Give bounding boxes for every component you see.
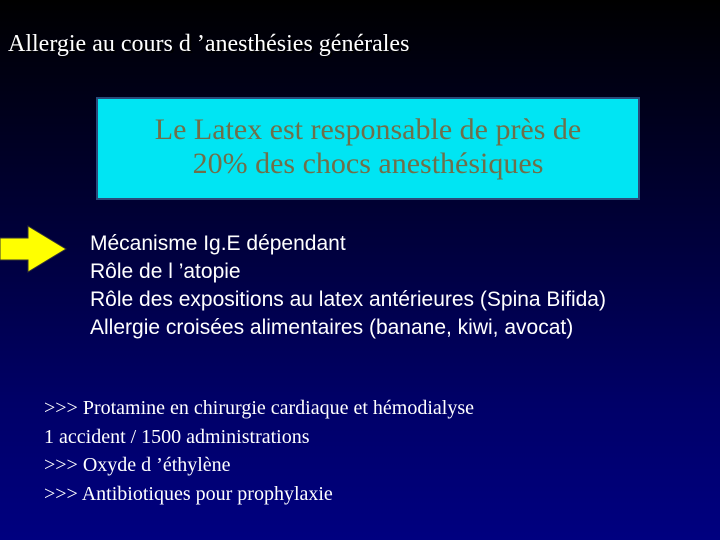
list-item: Mécanisme Ig.E dépendant: [90, 232, 346, 255]
list-item: >>> Antibiotiques pour prophylaxie: [44, 482, 333, 505]
highlight-line-1: Le Latex est responsable de près de: [154, 113, 582, 146]
notes-list: [44, 394, 474, 508]
key-points-list: [90, 230, 606, 342]
highlight-box: [96, 97, 640, 200]
list-item: Rôle des expositions au latex antérieures (Spina Bifida): [90, 288, 606, 311]
highlight-line-2: 20% des chocs anesthésiques: [192, 147, 544, 180]
slide-title: Allergie au cours d ’anesthésies générales: [8, 31, 410, 57]
right-arrow-icon: [0, 225, 68, 273]
list-item: Rôle de l ’atopie: [90, 260, 241, 283]
list-item: Allergie croisées alimentaires (banane, kiwi, avocat): [90, 316, 574, 339]
list-item: 1 accident / 1500 administrations: [44, 425, 310, 448]
list-item: >>> Protamine en chirurgie cardiaque et hémodialyse: [44, 397, 474, 419]
list-item: >>> Oxyde d ’éthylène: [44, 454, 231, 476]
